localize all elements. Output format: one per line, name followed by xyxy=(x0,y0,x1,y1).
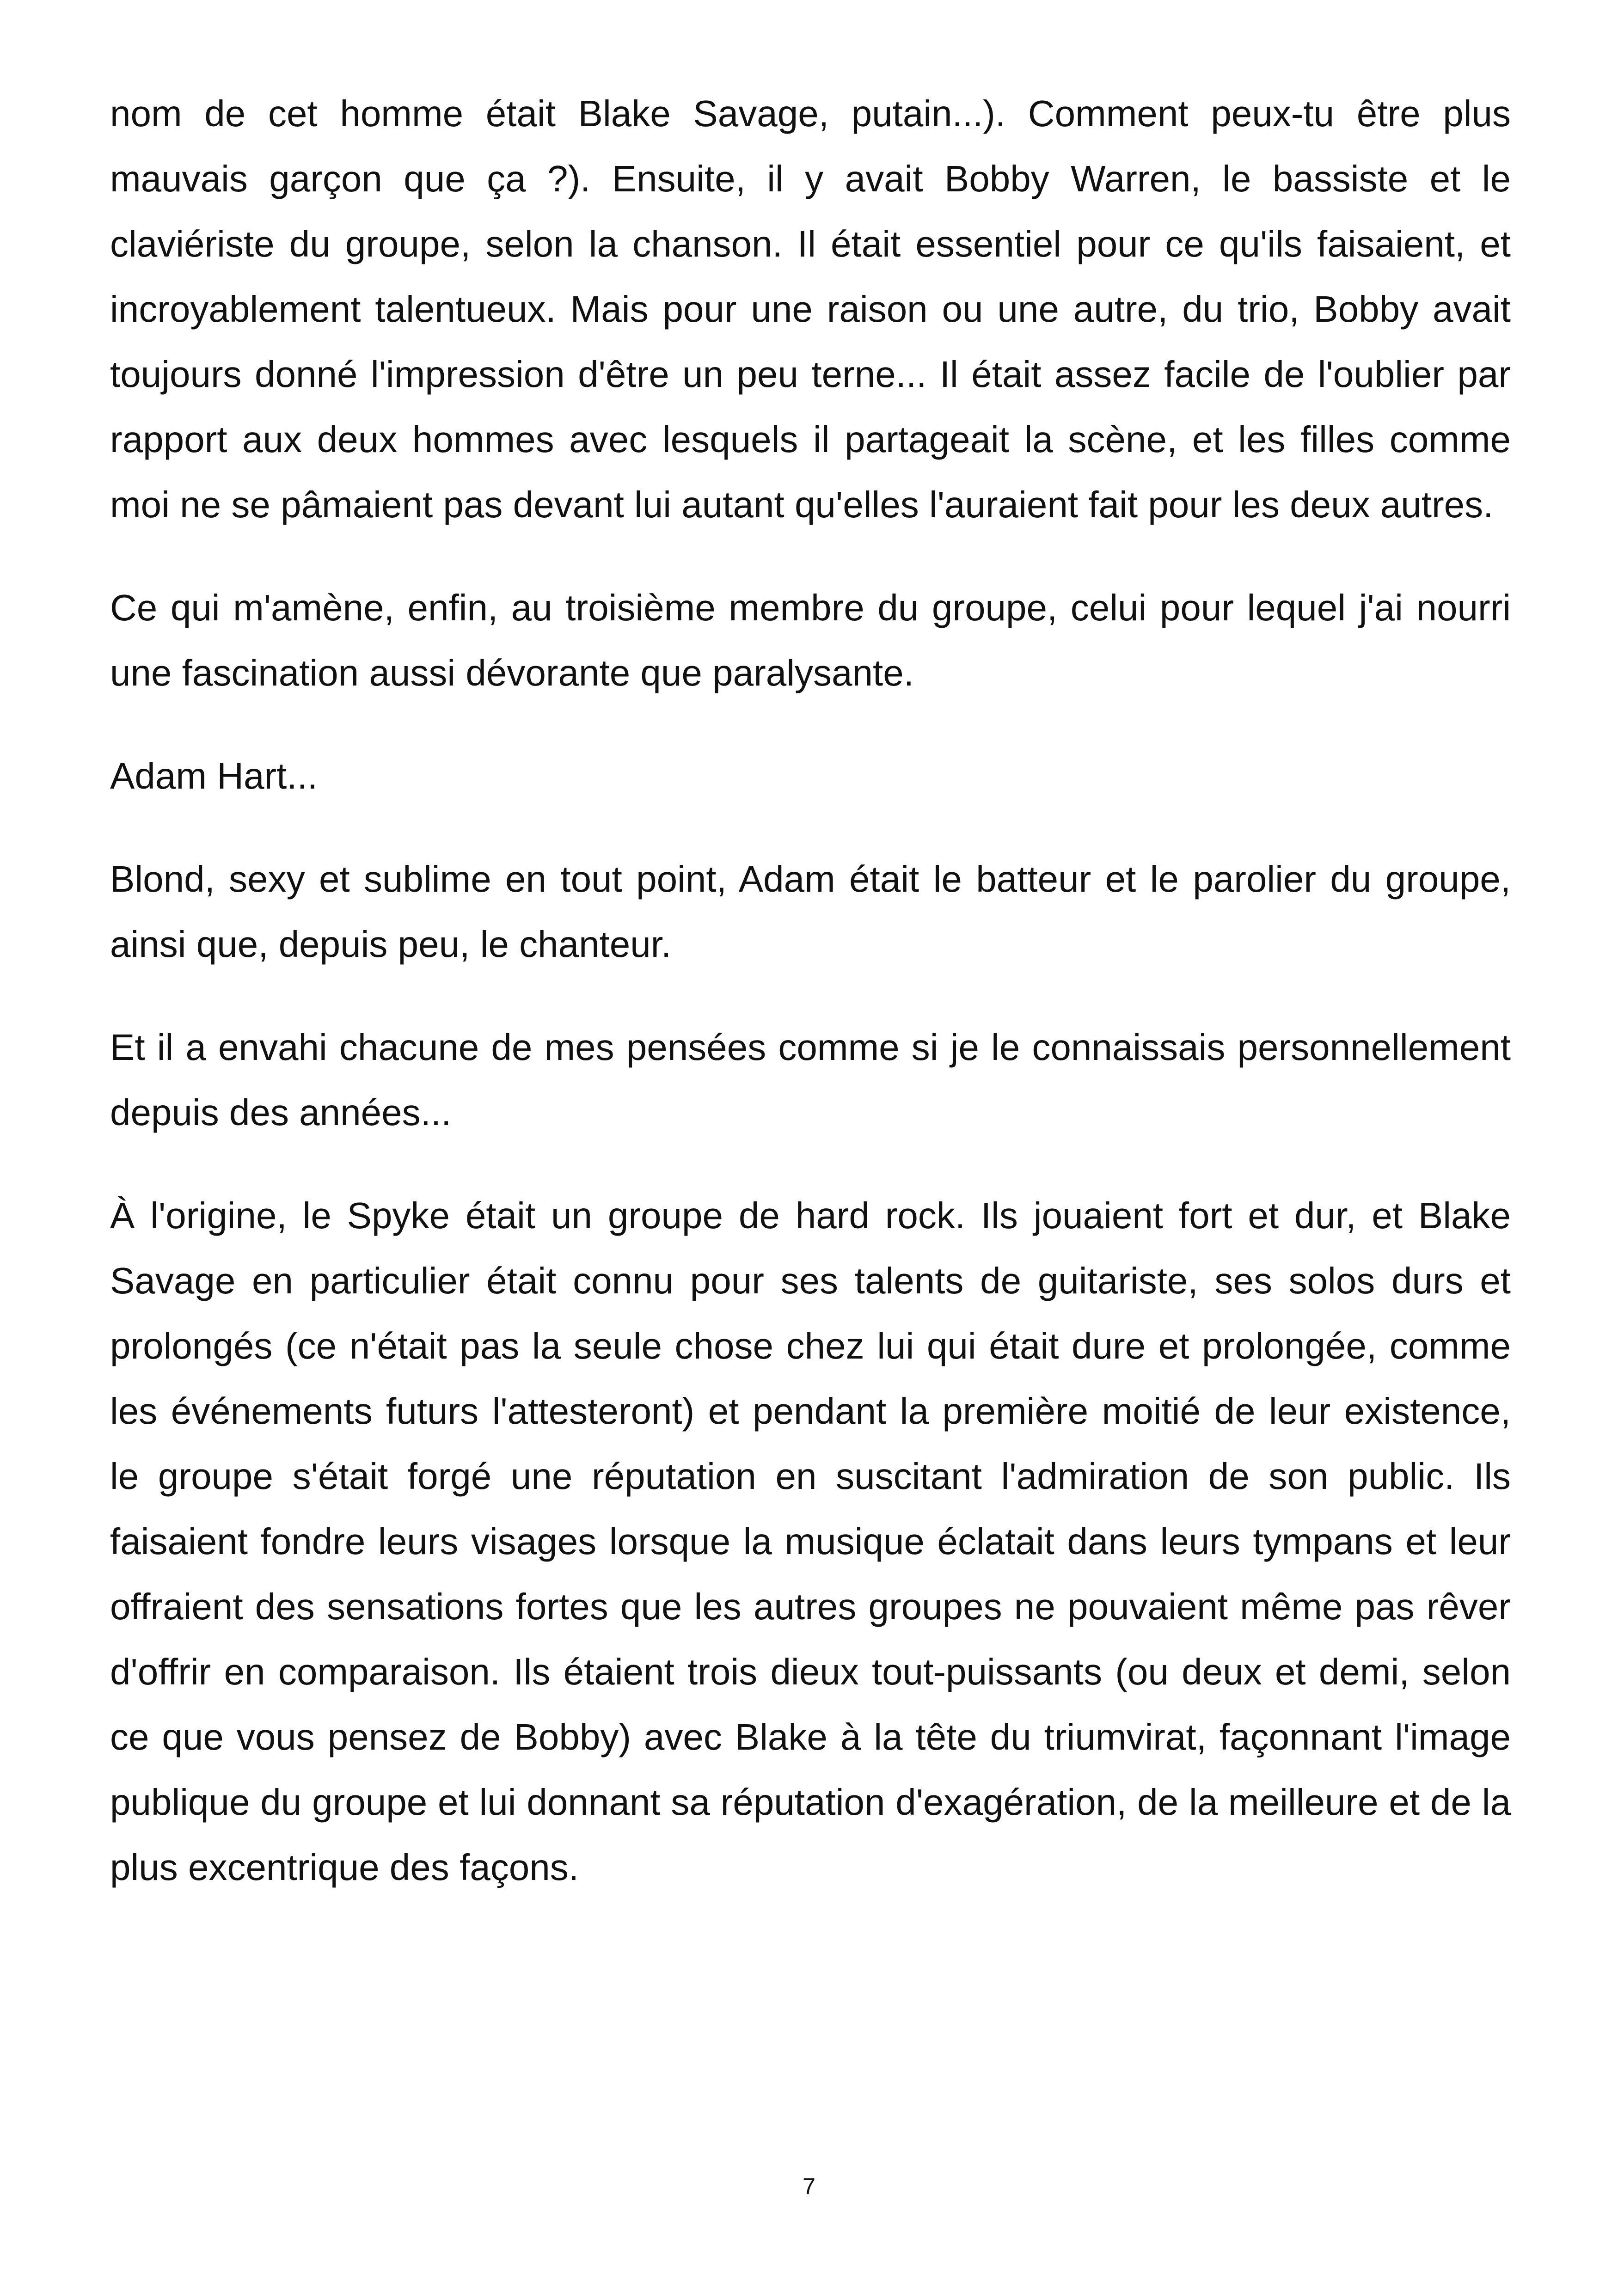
paragraph: Blond, sexy et sublime en tout point, Adam était le batteur et le parolier du groupe, ainsi que, depuis peu, le chanteur. xyxy=(110,858,1511,965)
body-text xyxy=(110,81,1511,1938)
page-number: 7 xyxy=(803,2174,815,2199)
paragraph: nom de cet homme était Blake Savage, putain...). Comment peux-tu être plus mauvais garçon que ça ?). Ensuite, il y avait Bobby Warren, le bassiste et le claviériste du groupe, selon la chanson. Il était essentiel pour ce qu'ils faisaient, et incroyablement talentueux. Mais pour une raison ou une autre, du trio, Bobby avait toujours donné l'impression d'être un peu terne... Il était assez facile de l'oublier par rapport aux deux hommes avec lesquels il partageait la scène, et les filles comme moi ne se pâmaient pas devant lui autant qu'elles l'auraient fait pour les deux autres. xyxy=(110,93,1511,525)
paragraph: Adam Hart... xyxy=(110,755,318,796)
paragraph: À l'origine, le Spyke était un groupe de hard rock. Ils jouaient fort et dur, et Blake Savage en particulier était connu pour ses talents de guitariste, ses solos durs et prolongés (ce n'était pas la seule chose chez lui qui était dure et prolongée, comme les événements futurs l'attesteront) et pendant la première moitié de leur existence, le groupe s'était forgé une réputation en suscitant l'admiration de son public. Ils faisaient fondre leurs visages lorsque la musique éclatait dans leurs tympans et leur offraient des sensations fortes que les autres groupes ne pouvaient même pas rêver d'offrir en comparaison. Ils étaient trois dieux tout-puissants (ou deux et demi, selon ce que vous pensez de Bobby) avec Blake à la tête du triumvirat, façonnant l'image publique du groupe et lui donnant sa réputation d'exagération, de la meilleure et de la plus excentrique des façons. xyxy=(110,1195,1511,1888)
paragraph: Et il a envahi chacune de mes pensées comme si je le connaissais personnellement depuis des années... xyxy=(110,1027,1511,1133)
paragraph: Ce qui m'amène, enfin, au troisième membre du groupe, celui pour lequel j'ai nourri une fascination aussi dévorante que paralysante. xyxy=(110,587,1511,693)
